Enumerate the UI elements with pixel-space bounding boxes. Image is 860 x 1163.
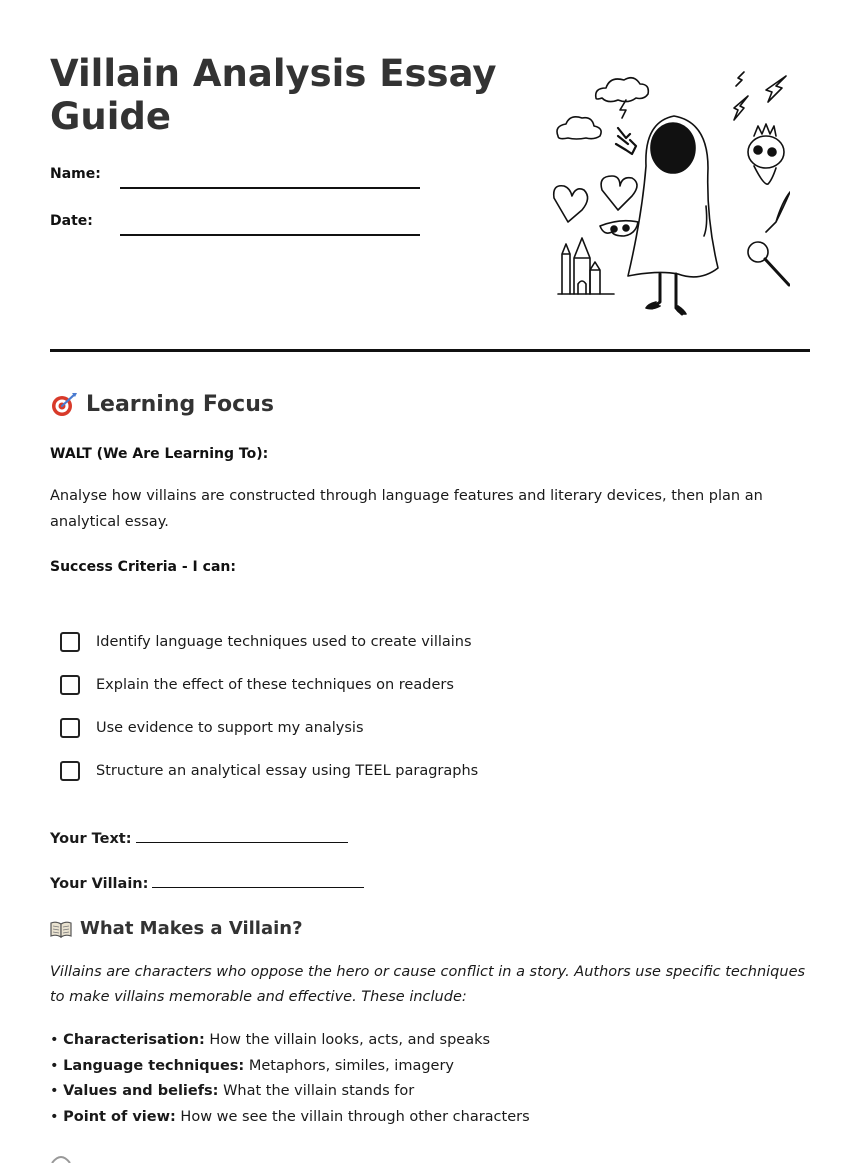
criteria-item	[60, 620, 478, 663]
villain-techniques-list	[50, 1028, 530, 1130]
walt-text: Analyse how villains are constructed through language features and literary devices, then plan an analytical essay.	[50, 488, 763, 530]
magnifier-icon	[748, 242, 789, 285]
date-field[interactable]	[120, 234, 420, 236]
bullet-desc: What the villain stands for	[223, 1083, 415, 1099]
walt-label: WALT (We Are Learning To):	[50, 446, 269, 462]
criteria-item	[60, 749, 478, 792]
bullet-term: Language techniques:	[63, 1057, 245, 1074]
criteria-text: Structure an analytical essay using TEEL paragraphs	[96, 762, 479, 779]
criteria-item	[60, 663, 478, 706]
your-text-row	[50, 828, 348, 847]
bullet-desc: Metaphors, similes, imagery	[248, 1057, 454, 1074]
criteria-checkbox[interactable]	[60, 718, 80, 738]
lightning-icon	[736, 72, 744, 86]
criteria-item	[60, 706, 478, 749]
heart-icon	[554, 186, 588, 222]
next-section-icon	[50, 1153, 72, 1163]
feather-icon	[766, 192, 790, 232]
target-dart-icon	[50, 391, 78, 417]
heart-icon	[601, 176, 637, 210]
villain-section-title: What Makes a Villain?	[80, 918, 303, 939]
list-item: • Values and beliefs: What the villain stands for	[50, 1083, 415, 1099]
mask-icon	[600, 221, 638, 236]
villain-section-heading	[50, 918, 303, 939]
open-book-icon	[50, 920, 72, 938]
list-item: • Language techniques: Metaphors, similes, imagery	[50, 1057, 454, 1074]
bullet-term: Point of view:	[63, 1108, 176, 1125]
your-villain-row	[50, 873, 364, 892]
name-field[interactable]	[120, 187, 420, 189]
your-text-label: Your Text:	[50, 831, 132, 847]
criteria-text: Identify language techniques used to create villains	[96, 633, 472, 650]
criteria-text: Use evidence to support my analysis	[96, 719, 364, 736]
hooded-figure-icon	[628, 116, 718, 314]
cloud-icon	[596, 78, 649, 102]
castle-icon	[558, 238, 614, 294]
creature-icon	[748, 124, 784, 184]
learning-focus-heading	[50, 391, 274, 417]
bullet-term: Values and beliefs:	[63, 1083, 219, 1099]
bullet-desc: How we see the villain through other characters	[180, 1108, 530, 1125]
bullet-desc: How the villain looks, acts, and speaks	[209, 1032, 491, 1048]
list-item: • Characterisation: How the villain looks, acts, and speaks	[50, 1032, 491, 1048]
name-label: Name:	[50, 166, 101, 182]
list-item: • Point of view: How we see the villain through other characters	[50, 1108, 530, 1125]
hand-icon	[616, 128, 636, 154]
lightning-icon	[620, 100, 626, 118]
lightning-icon	[766, 76, 786, 102]
lightning-icon	[734, 96, 748, 120]
villain-intro: Villains are characters who oppose the hero or cause conflict in a story. Authors use specific techniques to make villains memorable and effective. These include:	[50, 964, 806, 1005]
your-villain-field[interactable]	[152, 873, 364, 888]
date-label: Date:	[50, 213, 93, 229]
criteria-checkbox[interactable]	[60, 761, 80, 781]
success-criteria-list	[60, 620, 478, 792]
criteria-text: Explain the effect of these techniques on readers	[96, 676, 454, 693]
learning-focus-title: Learning Focus	[86, 391, 274, 417]
your-text-field[interactable]	[136, 828, 348, 843]
criteria-checkbox[interactable]	[60, 675, 80, 695]
success-criteria-label: Success Criteria - I can:	[50, 559, 236, 575]
section-divider	[50, 349, 810, 352]
villain-illustration	[544, 66, 790, 316]
page-title: Villain Analysis Essay Guide	[50, 52, 497, 138]
your-villain-label: Your Villain:	[50, 876, 149, 892]
cloud-icon	[557, 117, 601, 139]
bullet-term: Characterisation:	[63, 1032, 205, 1048]
criteria-checkbox[interactable]	[60, 632, 80, 652]
